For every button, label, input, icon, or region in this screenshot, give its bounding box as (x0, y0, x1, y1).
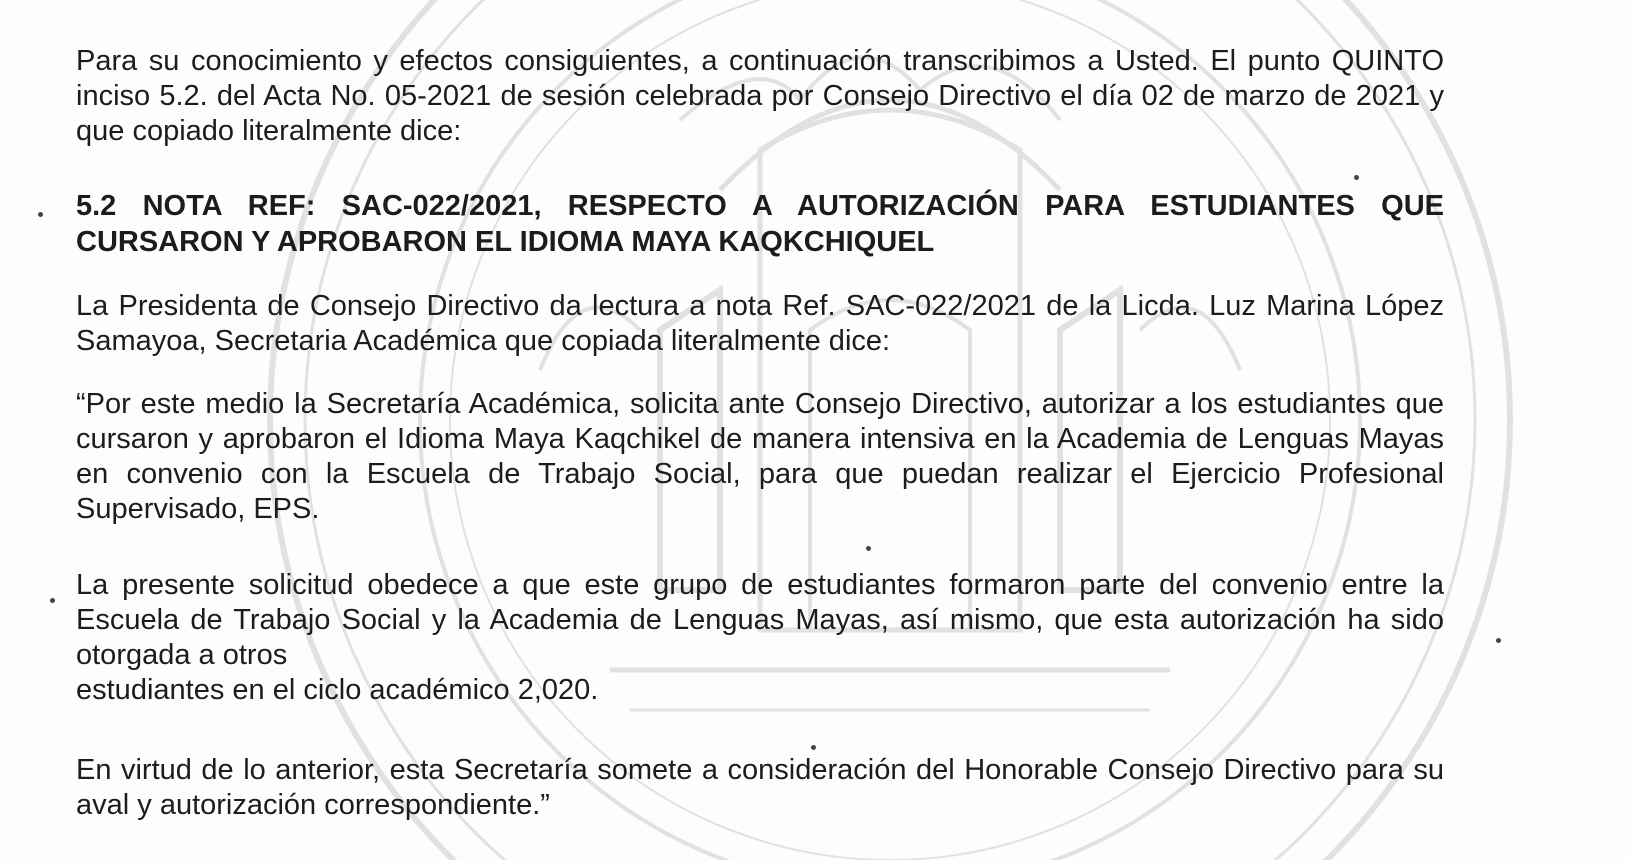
paragraph-presidenta: La Presidenta de Consejo Directivo da lectura a nota Ref. SAC-022/2021 de la Licda. Luz Marina López Samayoa, Secretaria Académica que copiada literalmente dice: (76, 290, 1444, 357)
scan-speck (1354, 175, 1359, 180)
scan-speck (811, 745, 816, 750)
paragraph-quote-request: “Por este medio la Secretaría Académica, solicita ante Consejo Directivo, autorizar a los estudiantes que cursaron y aprobaron el Idioma Maya Kaqchikel de manera intensiva en la Academia de Lenguas Mayas en convenio con la Escuela de Trabajo Social, para que puedan realizar el Ejercicio Profesional Supervisado, EPS. (76, 388, 1444, 525)
scan-speck (38, 212, 43, 217)
scan-speck (1496, 638, 1501, 643)
paragraph-virtud: En virtud de lo anterior, esta Secretaría somete a consideración del Honorable Consejo Directivo para su aval y autorización correspondiente.” (76, 754, 1444, 821)
paragraph-solicitud: La presente solicitud obedece a que este grupo de estudiantes formaron parte del convenio entre la Escuela de Trabajo Social y la Academia de Lenguas Mayas, así mismo, que esta autorización ha sido otorgada a otros (76, 569, 1444, 671)
scan-speck (866, 546, 871, 551)
paragraph-intro: Para su conocimiento y efectos consiguientes, a continuación transcribimos a Usted. El punto QUINTO inciso 5.2. del Acta No. 05-2021 de sesión celebrada por Consejo Directivo el día 02 de marzo de 2021 y que copiado literalmente dice: (76, 45, 1444, 147)
paragraph-solicitud-continuation: estudiantes en el ciclo académico 2,020. (76, 674, 599, 706)
scan-speck (50, 598, 55, 603)
section-heading: 5.2 NOTA REF: SAC-022/2021, RESPECTO A AUTORIZACIÓN PARA ESTUDIANTES QUE CURSARON Y APROBARON EL IDIOMA MAYA KAQKCHIQUEL (76, 190, 1444, 258)
